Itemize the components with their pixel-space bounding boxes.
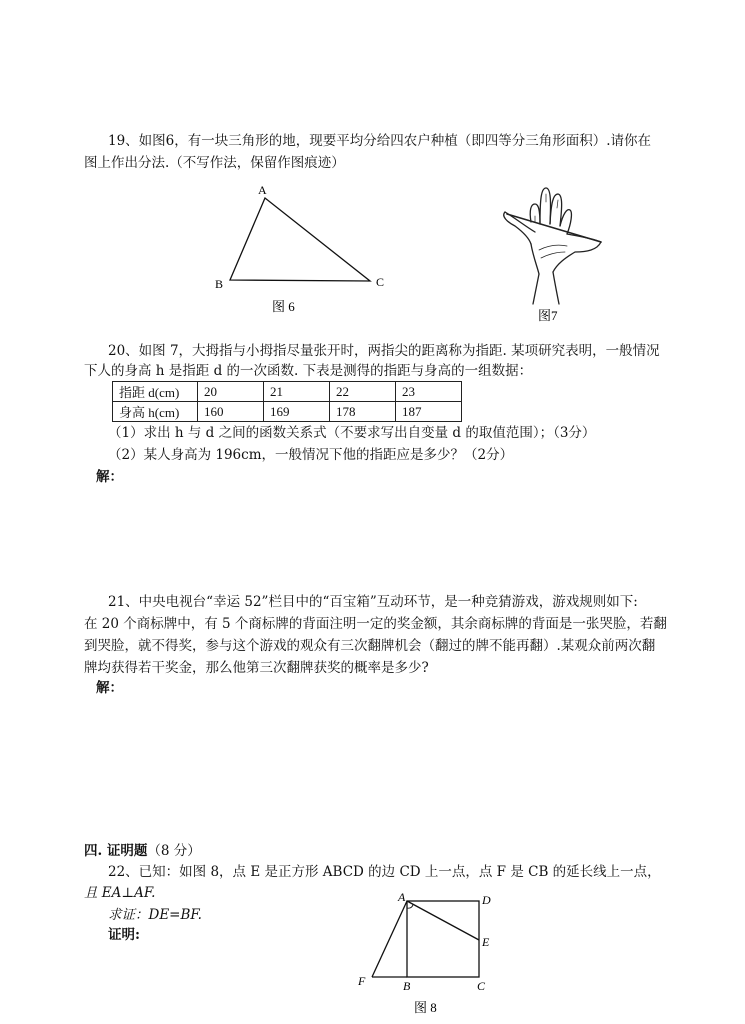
q20-line2: 下人的身高 h 是指距 d 的一次函数. 下表是测得的指距与身高的一组数据：: [84, 363, 533, 379]
section-4-heading: [84, 841, 201, 862]
row-header-span: 指距 d(cm): [113, 382, 198, 402]
q20-sub2: （2）某人身高为 196cm，一般情况下他的指距应是多少？（2分）: [108, 447, 514, 463]
fig6-label-c: C: [376, 275, 385, 289]
figure-6: [205, 178, 405, 318]
right-angle-mark: [407, 904, 413, 908]
q20-sub1: （1）求出 h 与 d 之间的函数关系式（不要求写出自变量 d 的取值范围）；（3分）: [108, 425, 596, 441]
q21-answer-label: 解：: [96, 680, 123, 696]
q22-line1: 22、已知：如图 8，点 E 是正方形 ABCD 的边 CD 上一点，点 F 是 CB 的延长线上一点，: [108, 864, 661, 880]
figure-8: [352, 890, 502, 1018]
square-abcd: [407, 901, 479, 977]
table-row: [113, 402, 462, 422]
fig6-label-b: B: [215, 277, 224, 291]
table-cell: 178: [330, 402, 396, 422]
q21-line2: 在 20 个商标牌中，有 5 个商标牌的背面注明一定的奖金额，其余商标牌的背面是一张哭脸，若翻: [84, 616, 667, 632]
table-cell: 23: [396, 382, 462, 402]
table-cell: 21: [264, 382, 330, 402]
table-cell: 169: [264, 402, 330, 422]
triangle-abc: [230, 198, 370, 281]
fig8-label-c: C: [477, 979, 486, 993]
q22-prove: 求证：DE=BF.: [108, 907, 202, 923]
fig8-caption: 图 8: [414, 1000, 437, 1015]
q19-line1: 19、如图6，有一块三角形的地，现要平均分给四农户种植（即四等分三角形面积）.请你在: [108, 133, 652, 149]
fig7-caption: 图7: [538, 308, 558, 323]
hand-drawing: [504, 188, 601, 304]
fig6-label-a: A: [258, 183, 267, 197]
q22-proof-label: 证明:: [108, 927, 140, 943]
table-cell: 20: [198, 382, 264, 402]
figure-7: [495, 180, 610, 325]
q22-line2: 且 EA⊥AF.: [84, 885, 156, 901]
fig8-label-b: B: [403, 979, 411, 993]
q21-line4: 牌均获得若干奖金，那么他第三次翻牌获奖的概率是多少?: [84, 660, 429, 676]
table-cell: 22: [330, 382, 396, 402]
table-cell: 187: [396, 402, 462, 422]
section-4-score: （8 分）: [147, 843, 201, 859]
q21-line3: 到哭脸，就不得奖，参与这个游戏的观众有三次翻牌机会（翻过的牌不能再翻）.某观众前两次翻: [84, 638, 656, 654]
row-header-height: 身高 h(cm): [113, 402, 198, 422]
fig6-caption: 图 6: [272, 299, 295, 314]
table-cell: 160: [198, 402, 264, 422]
q19-line2: 图上作出分法.（不写作法，保留作图痕迹）: [84, 155, 345, 171]
fig8-label-e: E: [482, 935, 490, 949]
q21-line1: 21、中央电视台“幸运 52”栏目中的“百宝箱”互动环节，是一种竞猜游戏，游戏规则如下:: [108, 594, 638, 610]
fig8-label-a: A: [398, 890, 406, 904]
finger-height-table: [112, 381, 462, 422]
fig8-label-d: D: [482, 893, 491, 907]
q20-answer-label: 解：: [96, 469, 123, 485]
triangle-fae: [372, 901, 479, 977]
q20-line1: 20、如图 7，大拇指与小拇指尽量张开时，两指尖的距离称为指距. 某项研究表明，一般情况: [108, 343, 660, 359]
table-row: [113, 382, 462, 402]
section-4-title: 四. 证明题: [84, 843, 148, 859]
fig8-label-f: F: [358, 974, 366, 988]
